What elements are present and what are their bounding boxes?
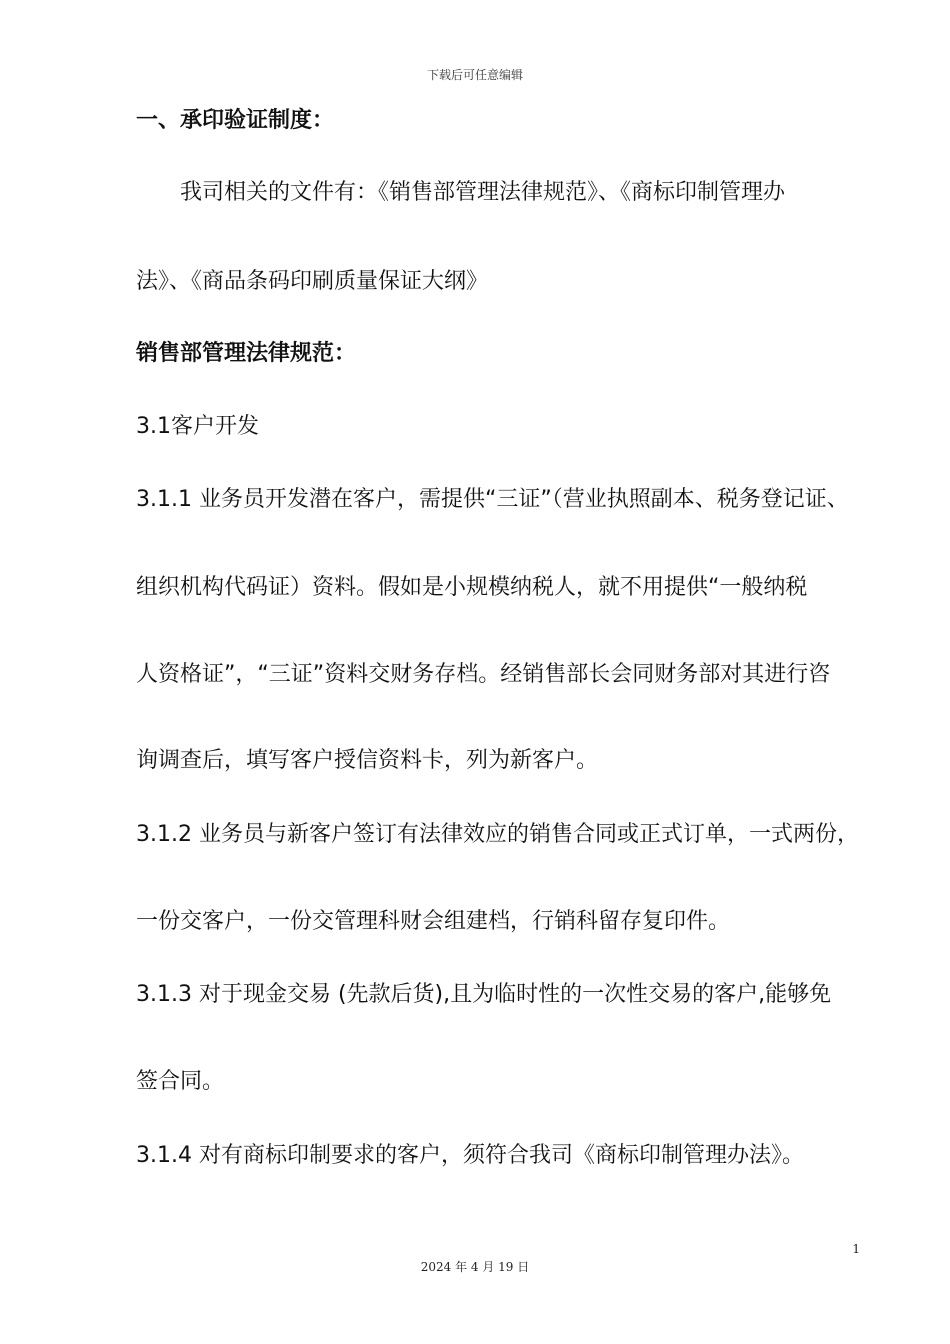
clause-3-1-1-line: 人资格证”，“三证”资料交财务存档。经销售部长会同财务部对其进行咨 (136, 662, 831, 687)
clause-3-1-3-line: 3.1.3 对于现金交易 (先款后货),且为临时性的一次性交易的客户,能够免 (136, 982, 832, 1007)
clause-3-1-1-line: 3.1.1 业务员开发潜在客户，需提供“三证”（营业执照副本、税务登记证、 (136, 487, 849, 512)
header-note: 下载后可任意编辑 (426, 68, 523, 82)
footer-date: 2024 年 4 月 19 日 (420, 1260, 530, 1274)
clause-3-1-2-line: 一份交客户，一份交管理科财会组建档，行销科留存复印件。 (136, 909, 731, 934)
page-number: 1 (852, 1242, 860, 1256)
intro-paragraph-line: 我司相关的文件有：《销售部管理法律规范》、《商标印制管理办 (180, 180, 786, 205)
intro-paragraph-line: 法》、《商品条码印刷质量保证大纲》 (136, 269, 489, 294)
clause-3-1-4-line: 3.1.4 对有商标印制要求的客户，须符合我司《商标印制管理办法》。 (136, 1143, 804, 1168)
subsection-heading: 销售部管理法律规范： (136, 341, 357, 366)
clause-heading: 3.1客户开发 (136, 414, 259, 439)
clause-3-1-1-line: 组织机构代码证）资料。假如是小规模纳税人，就不用提供“一般纳税 (136, 575, 808, 600)
clause-3-1-1-line: 询调查后，填写客户授信资料卡，列为新客户。 (136, 748, 599, 773)
clause-3-1-3-line: 签合同。 (136, 1069, 225, 1094)
clause-3-1-2-line: 3.1.2 业务员与新客户签订有法律效应的销售合同或正式订单，一式两份， (136, 822, 859, 847)
section-heading: 一、承印验证制度： (136, 108, 335, 133)
